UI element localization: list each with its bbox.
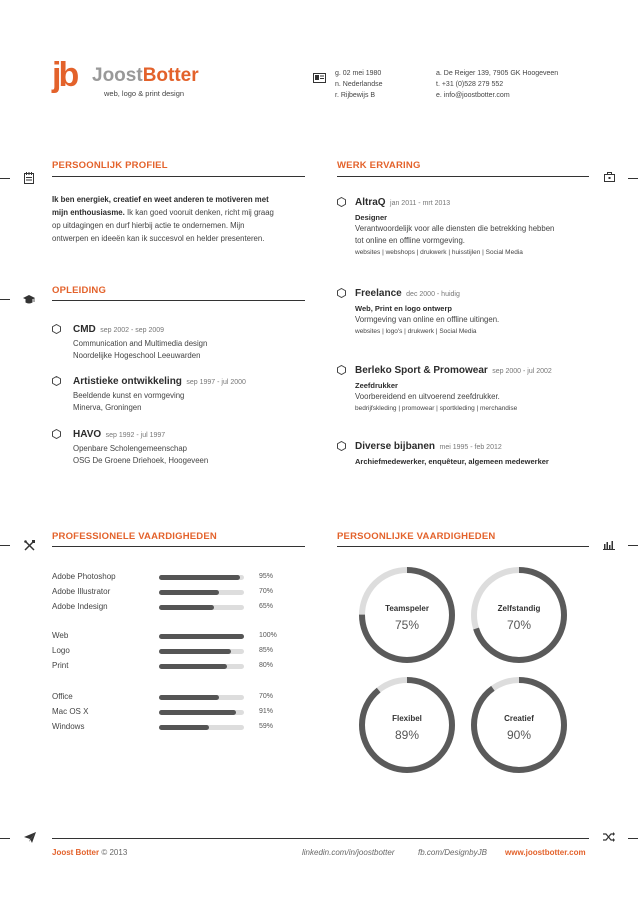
work-title-row [355,192,595,210]
footer-copyright [52,848,127,857]
personal-phone: t. +31 (0)528 279 552 [436,81,504,88]
skill-percentage: 85% [259,647,274,654]
margin-tick [628,178,638,179]
skill-label: Adobe Illustrator [52,587,111,596]
profile-line: ontwerpen en ideeën kan ik succesvol en helder presenteren. [52,234,265,243]
work-title: Freelance [355,288,402,299]
section-heading-personal-skills: PERSOONLIJKE VAARDIGHEDEN [337,531,496,542]
profile-line: op uitdagingen en durf hierbij actie te ondernemen. Mijn [52,221,245,230]
shuffle-icon [603,832,615,845]
donut-percentage: 70% [506,618,532,632]
work-date: jan 2011 - mrt 2013 [390,200,451,207]
work-role: Designer [355,213,388,222]
work-date: dec 2000 - huidig [406,291,460,298]
hexagon-bullet-icon [52,373,61,383]
profile-line [52,193,310,206]
education-line: Minerva, Groningen [73,403,142,412]
skill-bar-fill [159,649,231,654]
footer-facebook-link[interactable]: fb.com/DesignbyJB [418,848,487,857]
skill-donut [474,570,564,660]
education-item [73,424,208,467]
work-description: tot online en offline vormgeving. [355,236,465,245]
skill-label: Adobe Indesign [52,602,108,611]
skill-bar-fill [159,575,240,580]
section-heading-profile: PERSOONLIJK PROFIEL [52,160,168,171]
education-item [73,319,207,362]
section-divider [52,176,305,177]
work-title: Berleko Sport & Promowear [355,365,488,376]
skill-bar-fill [159,605,214,610]
skill-bar-track [159,634,244,639]
personal-nationality: n. Nederlandse [335,81,383,88]
donut-arc [474,680,564,770]
section-heading-work: WERK ERVARING [337,160,421,171]
education-line: Communication and Multimedia design [73,339,208,348]
hexagon-bullet-icon [52,321,61,331]
donut-arc [362,680,452,770]
briefcase-icon [604,172,615,185]
hexagon-bullet-icon [337,438,346,448]
skill-bar-track [159,725,244,730]
skill-label: Office [52,692,73,701]
personal-email[interactable]: e. info@joostbotter.com [436,92,510,99]
skill-bar-fill [159,664,227,669]
skill-donut [474,680,564,770]
work-title-row [355,283,595,301]
donut-percentage: 75% [394,618,420,632]
paper-plane-icon [24,832,36,846]
brand-first-name: Joost [92,65,143,86]
skill-label: Web [52,631,69,640]
education-date: sep 2002 - sep 2009 [100,327,165,334]
education-line: Beeldende kunst en vormgeving [73,391,185,400]
footer-name: Joost Botter [52,848,100,857]
work-description: Vormgeving van online en offline uitingen. [355,315,500,324]
graduation-cap-icon [23,295,35,308]
profile-line-text: Ik kan goed vooruit denken, richt mij graag [124,208,274,217]
donut-label: Flexibel [392,714,422,723]
skill-label: Print [52,661,69,670]
margin-tick [0,299,10,300]
margin-tick [0,838,10,839]
donut-percentage: 90% [506,728,532,742]
skill-bar-fill [159,590,219,595]
personal-license: r. Rijbewijs B [335,92,376,99]
footer-divider [52,838,589,839]
work-tags: websites | webshops | drukwerk | huisstijlen | Social Media [355,249,523,256]
brand-tagline: web, logo & print design [104,89,185,98]
education-line: OSG De Groene Driehoek, Hoogeveen [73,456,209,465]
education-title-row [73,319,207,337]
work-item [355,283,595,335]
hexagon-bullet-icon [337,285,346,295]
personal-address: a. De Reiger 139, 7905 GK Hoogeveen [436,70,559,77]
hexagon-bullet-icon [337,194,346,204]
work-item [355,360,595,412]
id-card-icon [313,70,326,88]
skill-bar-fill [159,634,244,639]
work-tags: bedrijfskleding | promowear | sportkleding | merchandise [355,405,518,412]
work-title: AltraQ [355,197,386,208]
margin-tick [628,545,638,546]
skill-bar-fill [159,725,209,730]
logo [52,58,76,92]
donut-label: Zelfstandig [497,604,541,613]
skill-donut [362,680,452,770]
brand-name [92,66,199,86]
bar-chart-icon [603,540,615,553]
brand-last-name: Botter [142,65,199,86]
section-divider [337,176,589,177]
section-heading-pro-skills: PROFESSIONELE VAARDIGHEDEN [52,531,217,542]
footer-linkedin-link[interactable]: linkedin.com/in/joostbotter [302,848,395,857]
education-date: sep 1997 - jul 2000 [186,379,246,386]
skill-bar-track [159,575,244,580]
skill-percentage: 100% [259,632,277,639]
work-role: Web, Print en logo ontwerp [355,304,452,313]
education-date: sep 1992 - jul 1997 [105,432,166,439]
education-title-row [73,371,246,389]
work-tags: websites | logo's | drukwerk | Social Media [355,328,477,335]
skill-percentage: 80% [259,662,274,669]
work-description: Voorbereidend en uitvoerend zeefdrukker. [355,392,500,401]
work-title-row [355,360,595,378]
footer-year: © 2013 [99,848,128,857]
skill-bar-track [159,710,244,715]
education-title: HAVO [73,429,102,440]
skill-donut [362,570,452,660]
skill-label: Adobe Photoshop [52,572,116,581]
skill-percentage: 70% [259,693,274,700]
skill-label: Mac OS X [52,707,89,716]
hexagon-bullet-icon [52,426,61,436]
profile-bold-text: mijn enthousiasme. [52,208,125,217]
work-item [355,192,595,256]
profile-line [52,206,310,219]
tools-icon [24,540,35,554]
logo-mark: jb [52,56,77,94]
skill-bar-track [159,605,244,610]
work-title: Diverse bijbanen [355,441,436,452]
education-item [73,371,246,414]
margin-tick [628,838,638,839]
work-item [355,436,595,467]
education-title: CMD [73,324,96,335]
margin-tick [0,545,10,546]
skill-percentage: 91% [259,708,274,715]
margin-tick [0,178,10,179]
profile-text [52,193,310,245]
skill-label: Windows [52,722,85,731]
donut-label: Teamspeler [385,604,429,613]
section-divider [52,546,305,547]
skill-bar-track [159,695,244,700]
notepad-icon [24,172,34,187]
skill-bar-track [159,664,244,669]
work-title-row [355,436,595,454]
work-date: sep 2000 - jul 2002 [492,368,552,375]
skill-percentage: 95% [259,573,274,580]
skill-bar-track [159,590,244,595]
personal-skills-donuts [337,560,597,790]
skill-bar-fill [159,695,219,700]
personal-birth: g. 02 mei 1980 [335,70,382,77]
hexagon-bullet-icon [337,362,346,372]
skill-percentage: 59% [259,723,274,730]
donut-percentage: 89% [394,728,420,742]
skill-percentage: 70% [259,588,274,595]
work-role: Zeefdrukker [355,381,398,390]
profile-bold-text: Ik ben energiek, creatief en weet anderen te motiveren met [52,195,269,204]
section-divider [337,546,589,547]
skill-bar-track [159,649,244,654]
skill-percentage: 65% [259,603,274,610]
education-line: Noordelijke Hogeschool Leeuwarden [73,351,201,360]
skill-label: Logo [52,646,70,655]
work-description: Verantwoordelijk voor alle diensten die betrekking hebben [355,224,555,233]
donut-label: Creatief [504,714,534,723]
skill-bar-fill [159,710,236,715]
work-date: mei 1995 - feb 2012 [439,444,502,451]
education-title-row [73,424,208,442]
education-title: Artistieke ontwikkeling [73,376,182,387]
section-heading-education: OPLEIDING [52,285,107,296]
footer-website-link[interactable]: www.joostbotter.com [505,848,586,857]
section-divider [52,300,305,301]
work-role: Archiefmedewerker, enquêteur, algemeen medewerker [355,457,549,466]
education-line: Openbare Scholengemeenschap [73,444,188,453]
